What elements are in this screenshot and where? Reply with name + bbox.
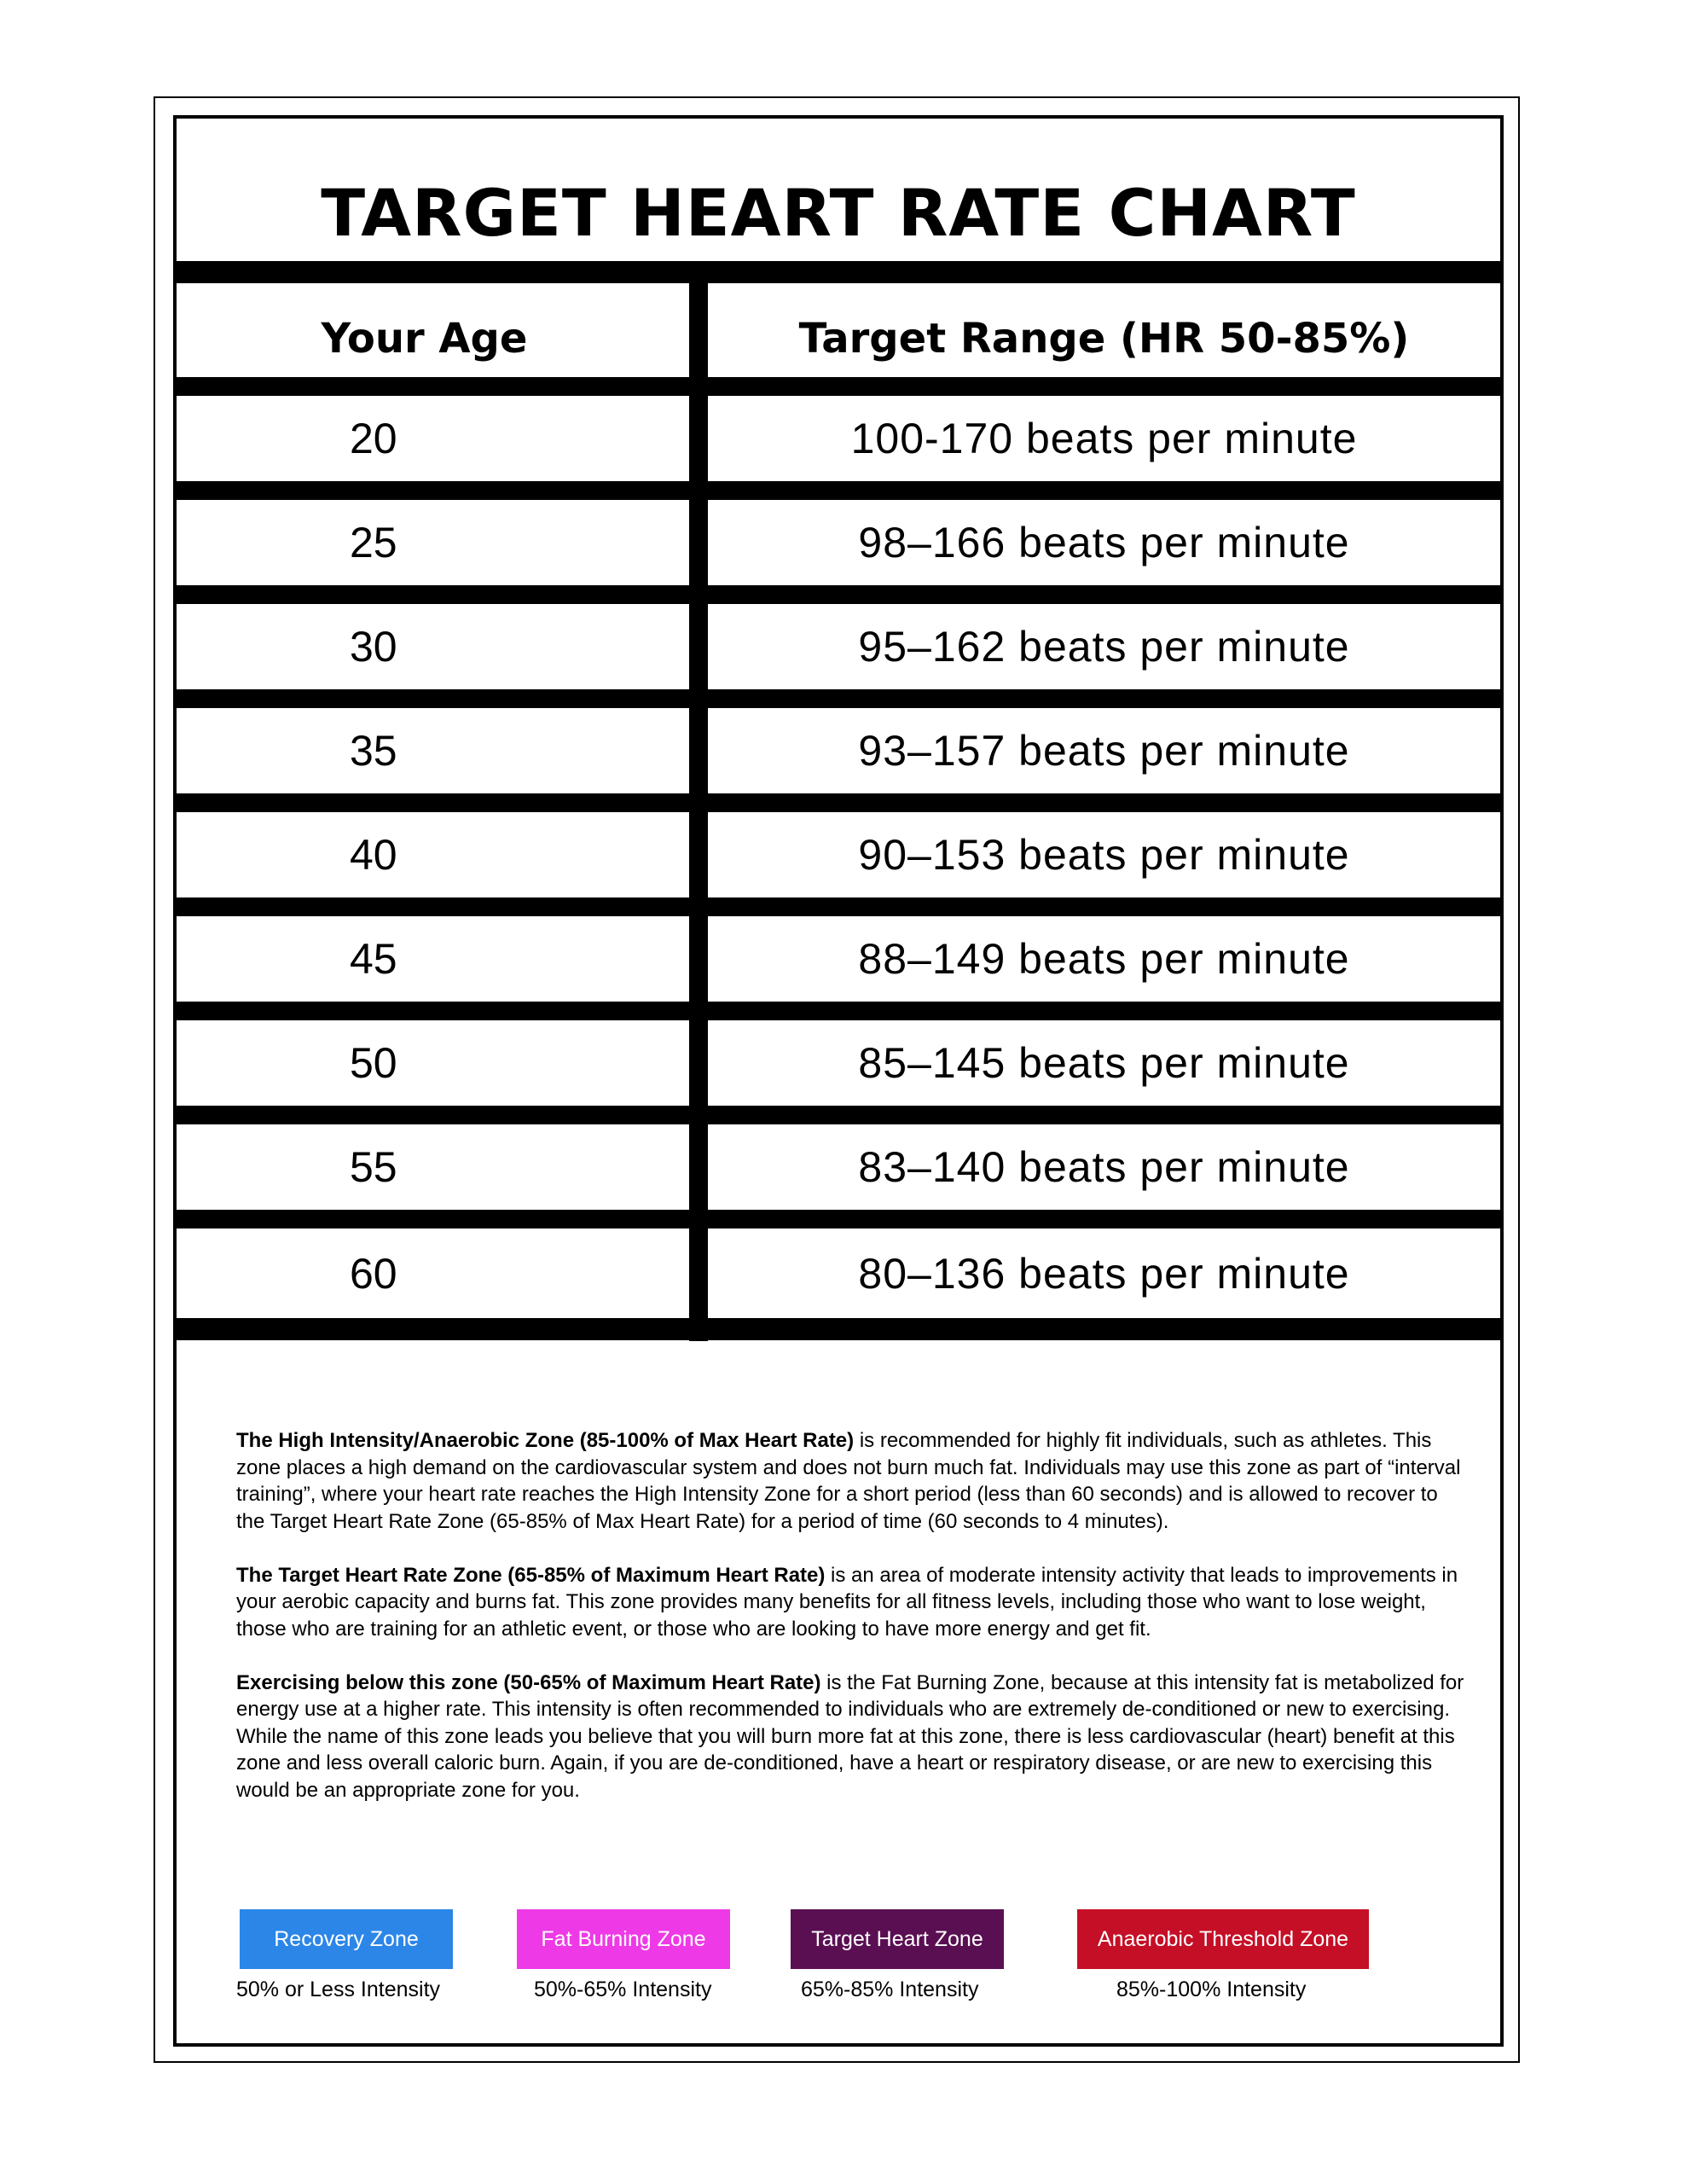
age-cell: 20 — [350, 415, 397, 462]
header-target-range: Target Range (HR 50-85%) — [798, 315, 1410, 363]
paragraph-heading: Exercising below this zone (50-65% of Maximum Heart Rate) — [236, 1670, 821, 1694]
range-cell: 80–136 beats per minute — [858, 1249, 1350, 1298]
range-cell: 85–145 beats per minute — [858, 1039, 1350, 1087]
range-cell: 88–149 beats per minute — [858, 935, 1350, 983]
paragraph-fat-burning — [236, 1670, 1464, 1804]
range-cell: 83–140 beats per minute — [858, 1143, 1350, 1191]
row-divider — [177, 481, 1500, 500]
zone-caption-fat-burning: 50%-65% Intensity — [534, 1978, 712, 2001]
zone-swatch-recovery: Recovery Zone — [240, 1909, 453, 1969]
title-divider — [177, 261, 1500, 283]
paragraph-body: is an area of moderate intensity activity that leads to improvements in your aerobic capacity and burns fat. This zone provides many benefits for all fitness levels, including those who want to lose weight, those who are training for an athletic event, or those who are looking to have more energy and get fit. — [236, 1563, 1458, 1641]
row-divider — [177, 377, 1500, 396]
age-cell: 25 — [350, 519, 397, 566]
zone-swatch-fat-burning: Fat Burning Zone — [517, 1909, 730, 1969]
paragraph-heading: The High Intensity/Anaerobic Zone (85-100% of Max Heart Rate) — [236, 1429, 855, 1452]
age-cell: 40 — [350, 831, 397, 879]
zone-swatch-target-heart: Target Heart Zone — [791, 1909, 1004, 1969]
zone-caption-anaerobic: 85%-100% Intensity — [1116, 1978, 1307, 2001]
row-divider — [177, 793, 1500, 812]
range-cell: 100-170 beats per minute — [850, 415, 1358, 462]
paragraph-heading: The Target Heart Rate Zone (65-85% of Maximum Heart Rate) — [236, 1563, 826, 1587]
range-cell: 90–153 beats per minute — [858, 831, 1350, 879]
range-cell: 95–162 beats per minute — [858, 623, 1350, 671]
age-cell: 50 — [350, 1039, 397, 1087]
zone-caption-target-heart: 65%-85% Intensity — [801, 1978, 979, 2001]
row-divider — [177, 689, 1500, 708]
age-cell: 45 — [350, 935, 397, 983]
paragraph-body: is the Fat Burning Zone, because at this intensity fat is metabolized for energy use at a higher rate. This intensity is often recommended to individuals who are extremely de-conditioned or new to exercising. While the name of this zone leads you believe that you will burn more fat at this zone, there is less cardiovascular (heart) benefit at this zone and less overall caloric burn. Again, if you are de-conditioned, have a heart or respiratory disease, or are new to exercising this would be an appropriate zone for you. — [236, 1670, 1464, 1802]
range-cell: 93–157 beats per minute — [858, 727, 1350, 775]
age-cell: 30 — [350, 623, 397, 671]
row-divider — [177, 585, 1500, 604]
page-title: TARGET HEART RATE CHART — [321, 175, 1356, 251]
row-divider — [177, 1106, 1500, 1124]
range-cell: 98–166 beats per minute — [858, 519, 1350, 566]
header-age: Your Age — [321, 315, 528, 363]
age-cell: 55 — [350, 1143, 397, 1191]
paragraph-high-intensity — [236, 1427, 1464, 1535]
row-divider — [177, 1210, 1500, 1228]
zone-caption-recovery: 50% or Less Intensity — [236, 1978, 441, 2001]
zone-descriptions — [236, 1427, 1464, 1831]
age-cell: 60 — [350, 1249, 397, 1298]
zone-swatch-anaerobic: Anaerobic Threshold Zone — [1077, 1909, 1369, 1969]
paragraph-target-zone — [236, 1562, 1464, 1643]
row-divider — [177, 897, 1500, 916]
row-divider — [177, 1002, 1500, 1020]
table-bottom-divider — [177, 1318, 1500, 1340]
age-cell: 35 — [350, 727, 397, 775]
paragraph-body: is recommended for highly fit individuals, such as athletes. This zone places a high demand on the cardiovascular system and does not burn much fat. Individuals may use this zone as part of “interval training”, where your heart rate reaches the High Intensity Zone for a short period (less than 60 seconds) and is allowed to recover to the Target Heart Rate Zone (65-85% of Max Heart Rate) for a period of time (60 seconds to 4 minutes). — [236, 1429, 1461, 1533]
column-divider — [689, 283, 708, 1341]
